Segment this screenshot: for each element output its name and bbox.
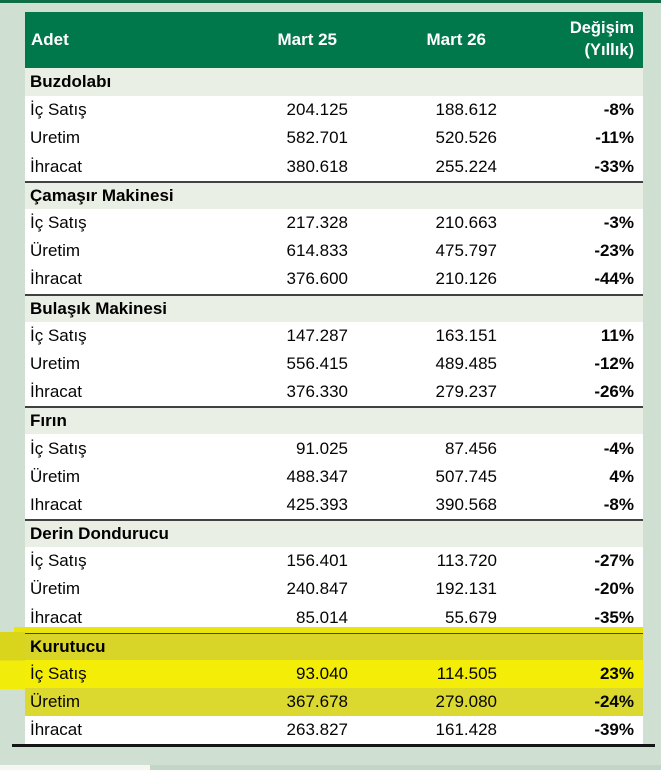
value-mart25: 85.014 [296, 607, 348, 627]
value-mart25: 217.328 [286, 213, 348, 233]
value-change: -3% [603, 213, 634, 233]
value-mart26: 87.456 [445, 438, 497, 458]
section-title: Fırın [30, 411, 67, 431]
value-mart25: 156.401 [286, 551, 348, 571]
value-change: -39% [594, 720, 634, 740]
value-change: -8% [603, 100, 634, 120]
value-change: -4% [603, 438, 634, 458]
table-row [25, 96, 643, 124]
row-label: İhracat [30, 382, 82, 402]
row-label: Ihracat [30, 494, 82, 514]
table-row [25, 660, 643, 688]
yellow-highlight-left-margin [0, 632, 25, 689]
row-label: Uretim [30, 128, 81, 148]
value-mart26: 255.224 [435, 156, 497, 176]
section-title: Buzdolabı [30, 72, 112, 92]
value-mart26: 507.745 [435, 466, 497, 486]
value-mart26: 188.612 [435, 100, 497, 120]
bottom-edge-artifact-right [150, 765, 661, 770]
value-change: -26% [594, 382, 634, 402]
section-header-row [25, 519, 643, 547]
value-mart26: 161.428 [435, 720, 497, 740]
row-label: İç Satış [30, 100, 87, 120]
row-label: Üretim [30, 466, 81, 486]
row-label: İhracat [30, 156, 82, 176]
section-header-row [25, 632, 643, 660]
row-label: Üretim [30, 579, 81, 599]
section-header-row [25, 68, 643, 96]
value-mart25: 376.330 [286, 382, 348, 402]
value-mart26: 520.526 [435, 128, 497, 148]
column-header-mart25: Mart 25 [277, 30, 337, 49]
value-mart25: 614.833 [286, 241, 348, 261]
value-mart25: 488.347 [286, 466, 348, 486]
table-bottom-border [12, 744, 655, 747]
top-edge-line [0, 0, 661, 3]
table-row [25, 322, 643, 350]
row-label: Uretim [30, 353, 81, 373]
value-mart25: 240.847 [286, 579, 348, 599]
value-change: -11% [595, 128, 634, 148]
row-label: İç Satış [30, 438, 87, 458]
table-row [25, 463, 643, 491]
value-change: -24% [594, 692, 634, 712]
value-mart26: 489.485 [435, 353, 497, 373]
row-label: İç Satış [30, 213, 87, 233]
value-mart25: 367.678 [286, 692, 348, 712]
table-row [25, 209, 643, 237]
bottom-edge-artifact-left [0, 765, 150, 770]
table-row [25, 491, 643, 519]
value-mart26: 163.151 [435, 325, 497, 345]
value-mart26: 55.679 [445, 607, 497, 627]
value-mart26: 279.237 [435, 382, 497, 402]
value-change: -35% [594, 607, 634, 627]
value-change: -20% [594, 579, 634, 599]
section-header-row [25, 406, 643, 434]
table-row [25, 237, 643, 265]
table-row [25, 688, 643, 716]
value-change: -33% [594, 156, 634, 176]
value-change: -44% [594, 269, 634, 289]
table-row [25, 547, 643, 575]
value-mart25: 93.040 [296, 664, 348, 684]
value-change: -27% [594, 551, 634, 571]
value-mart25: 204.125 [286, 100, 348, 120]
table-header-row [25, 12, 643, 68]
table-row [25, 350, 643, 378]
table-row [25, 124, 643, 152]
value-mart25: 582.701 [286, 128, 348, 148]
value-mart25: 263.827 [286, 720, 348, 740]
row-label: İç Satış [30, 664, 87, 684]
value-change: 23% [599, 664, 634, 684]
value-mart25: 380.618 [286, 156, 348, 176]
value-mart26: 279.080 [435, 692, 497, 712]
column-header-degisim-text: Değişim (Yıllık) [569, 19, 634, 59]
value-change: 4% [609, 466, 634, 486]
table-row [25, 434, 643, 462]
value-change: 11% [600, 325, 634, 345]
section-header-row [25, 294, 643, 322]
table-row [25, 378, 643, 406]
row-label: İç Satış [30, 551, 87, 571]
value-change: -8% [603, 494, 634, 514]
value-change: -12% [594, 353, 634, 373]
value-change: -23% [594, 241, 634, 261]
section-title: Çamaşır Makinesi [30, 185, 174, 205]
value-mart26: 113.720 [436, 551, 497, 571]
table-row [25, 575, 643, 603]
table-row [25, 716, 643, 744]
section-header-row [25, 181, 643, 209]
column-header-mart26: Mart 26 [426, 30, 486, 49]
value-mart26: 114.505 [436, 664, 497, 684]
column-header-degisim [522, 12, 643, 68]
section-title: Bulaşık Makinesi [30, 298, 168, 318]
value-mart25: 91.025 [296, 438, 348, 458]
appliance-stats-table [25, 12, 643, 745]
value-mart25: 376.600 [286, 269, 348, 289]
value-mart26: 210.126 [435, 269, 497, 289]
row-label: İhracat [30, 720, 82, 740]
section-title: Derin Dondurucu [30, 524, 169, 544]
row-label: İhracat [30, 269, 82, 289]
value-mart25: 147.287 [286, 325, 348, 345]
row-label: Üretim [30, 692, 81, 712]
value-mart26: 390.568 [435, 494, 497, 514]
table-row [25, 265, 643, 293]
table-row [25, 153, 643, 181]
value-mart26: 210.663 [435, 213, 497, 233]
value-mart25: 425.393 [286, 494, 348, 514]
column-header-adet: Adet [31, 30, 69, 49]
value-mart26: 475.797 [435, 241, 497, 261]
yellow-highlight-strip [14, 627, 643, 633]
value-mart25: 556.415 [286, 353, 348, 373]
table-body [25, 68, 643, 745]
value-mart26: 192.131 [435, 579, 497, 599]
row-label: İhracat [30, 607, 82, 627]
row-label: Üretim [30, 241, 81, 261]
section-title: Kurutucu [30, 636, 106, 656]
row-label: İç Satış [30, 325, 87, 345]
